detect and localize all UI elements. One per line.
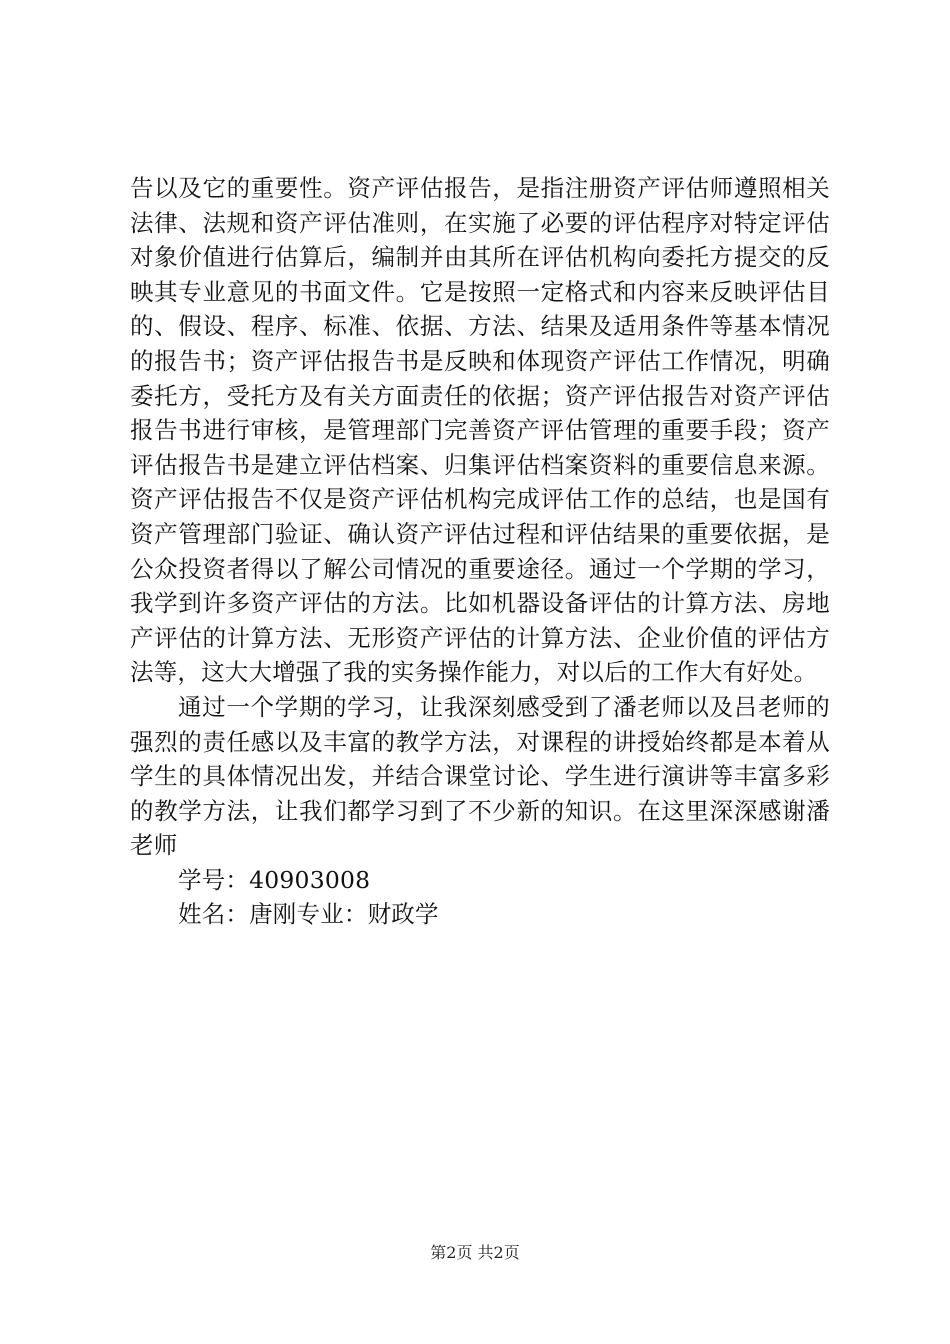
page-number-label: 第2页 共2页 bbox=[430, 1243, 520, 1262]
page-footer bbox=[0, 1242, 950, 1264]
document-body bbox=[130, 171, 830, 932]
paragraph-report-importance: 告以及它的重要性。资产评估报告，是指注册资产评估师遵照相关法律、法规和资产评估准则，在实施了必要的评估程序对特定评估对象价值进行估算后，编制并由其所在评估机构向委托方提交的反映其专业意见的书面文件。它是按照一定格式和内容来反映评估目的、假设、程序、标准、依据、方法、结果及适用条件等基本情况的报告书；资产评估报告书是反映和体现资产评估工作情况，明确委托方，受托方及有关方面责任的依据；资产评估报告对资产评估报告书进行审核，是管理部门完善资产评估管理的重要手段；资产评估报告书是建立评估档案、归集评估档案资料的重要信息来源。资产评估报告不仅是资产评估机构完成评估工作的总结，也是国有资产管理部门验证、确认资产评估过程和评估结果的重要依据，是公众投资者得以了解公司情况的重要途径。通过一个学期的学习，我学到许多资产评估的方法。比如机器设备评估的计算方法、房地产评估的计算方法、无形资产评估的计算方法、企业价值的评估方法等，这大大增强了我的实务操作能力，对以后的工作大有好处。 bbox=[130, 174, 830, 687]
paragraph-acknowledgement: 通过一个学期的学习，让我深刻感受到了潘老师以及吕老师的强烈的责任感以及丰富的教学方法，对课程的讲授始终都是本着从学生的具体情况出发，并结合课堂讨论、学生进行演讲等丰富多彩的教学方法，让我们都学习到了不少新的知识。在这里深深感谢潘老师 bbox=[130, 692, 830, 860]
student-id-line: 学号：40903008 bbox=[178, 865, 371, 894]
name-major-line: 姓名：唐刚专业：财政学 bbox=[178, 900, 439, 929]
